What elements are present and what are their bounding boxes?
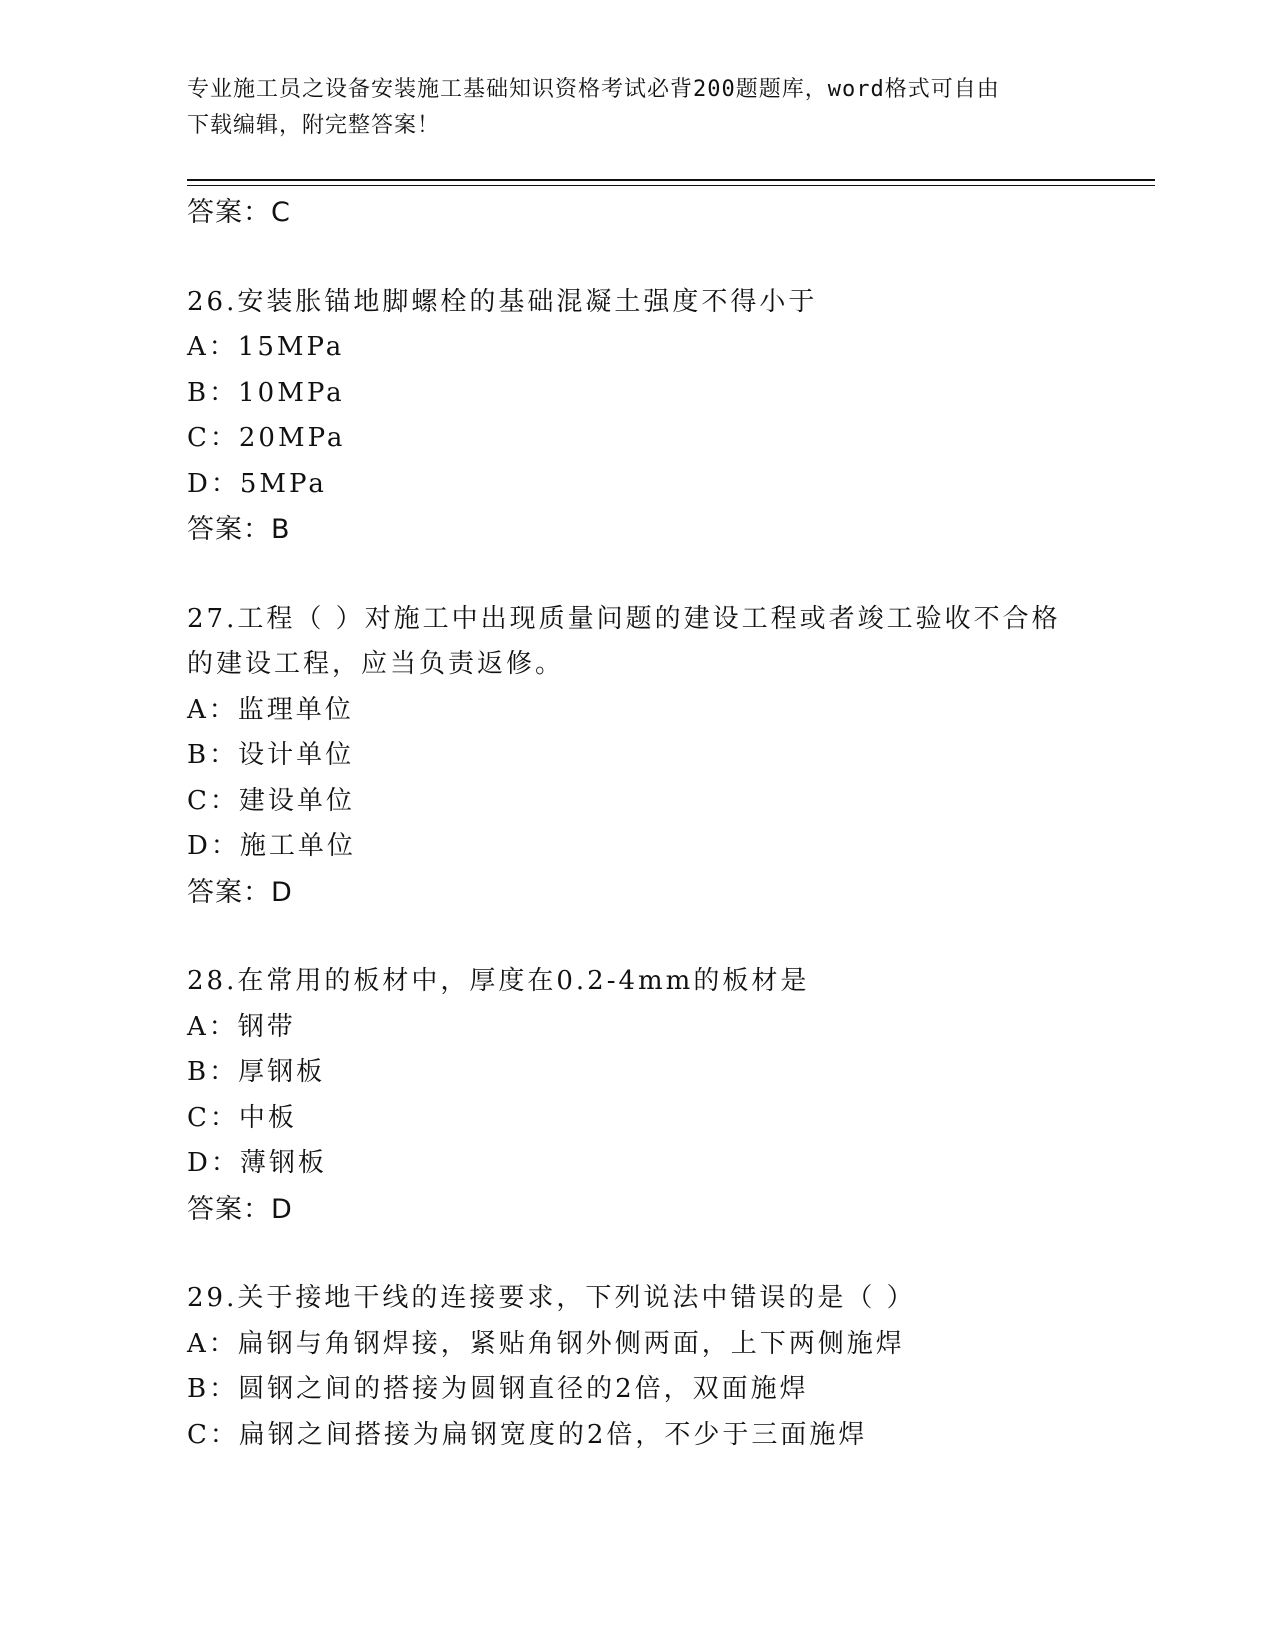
question-list: [187, 190, 1147, 1458]
option-b: B：圆钢之间的搭接为圆钢直径的2倍，双面施焊: [187, 1374, 809, 1404]
previous-answer: 答案：C: [187, 197, 291, 228]
header-rule-thin: [187, 185, 1155, 186]
option-b: B：厚钢板: [187, 1057, 326, 1087]
option-c: C：扁钢之间搭接为扁钢宽度的2倍，不少于三面施焊: [187, 1419, 868, 1450]
option-b: B：10MPa: [187, 377, 345, 408]
option-d: D：施工单位: [187, 831, 356, 861]
option-d: D：薄钢板: [187, 1148, 327, 1178]
option-c: C：20MPa: [187, 423, 346, 453]
option-c: C：中板: [187, 1102, 297, 1133]
header-rule-thick: [187, 179, 1155, 181]
question-text: 28.在常用的板材中，厚度在0.2-4mm的板材是: [187, 966, 810, 996]
question-text: 27.工程（ ）对施工中出现质量问题的建设工程或者竣工验收不合格: [187, 603, 1061, 634]
question-text-continued: 的建设工程，应当负责返修。: [187, 649, 565, 679]
question-28: [187, 959, 1147, 1232]
answer: 答案：D: [187, 1193, 293, 1225]
option-d: D：5MPa: [187, 468, 327, 499]
spacer: [187, 1232, 1147, 1276]
answer: 答案：D: [187, 876, 293, 908]
question-27: [187, 597, 1147, 916]
question-text: 29.关于接地干线的连接要求，下列说法中错误的是（ ）: [187, 1283, 916, 1313]
option-a: A：扁钢与角钢焊接，紧贴角钢外侧两面，上下两侧施焊: [187, 1328, 905, 1359]
answer: 答案：B: [187, 514, 291, 545]
question-26: [187, 280, 1147, 553]
spacer: [187, 236, 1147, 280]
option-c: C：建设单位: [187, 785, 355, 816]
question-text: 26.安装胀锚地脚螺栓的基础混凝土强度不得小于: [187, 286, 818, 317]
option-a: A：钢带: [187, 1011, 296, 1042]
spacer: [187, 915, 1147, 959]
option-a: A：监理单位: [187, 694, 354, 725]
question-29: [187, 1276, 1147, 1458]
spacer: [187, 553, 1147, 597]
header-line-1: 专业施工员之设备安装施工基础知识资格考试必背200题题库，word格式可自由: [187, 77, 1000, 102]
page-header: [187, 72, 1087, 144]
header-line-2: 下载编辑，附完整答案！: [187, 113, 441, 138]
option-b: B：设计单位: [187, 740, 355, 770]
option-a: A：15MPa: [187, 332, 345, 362]
